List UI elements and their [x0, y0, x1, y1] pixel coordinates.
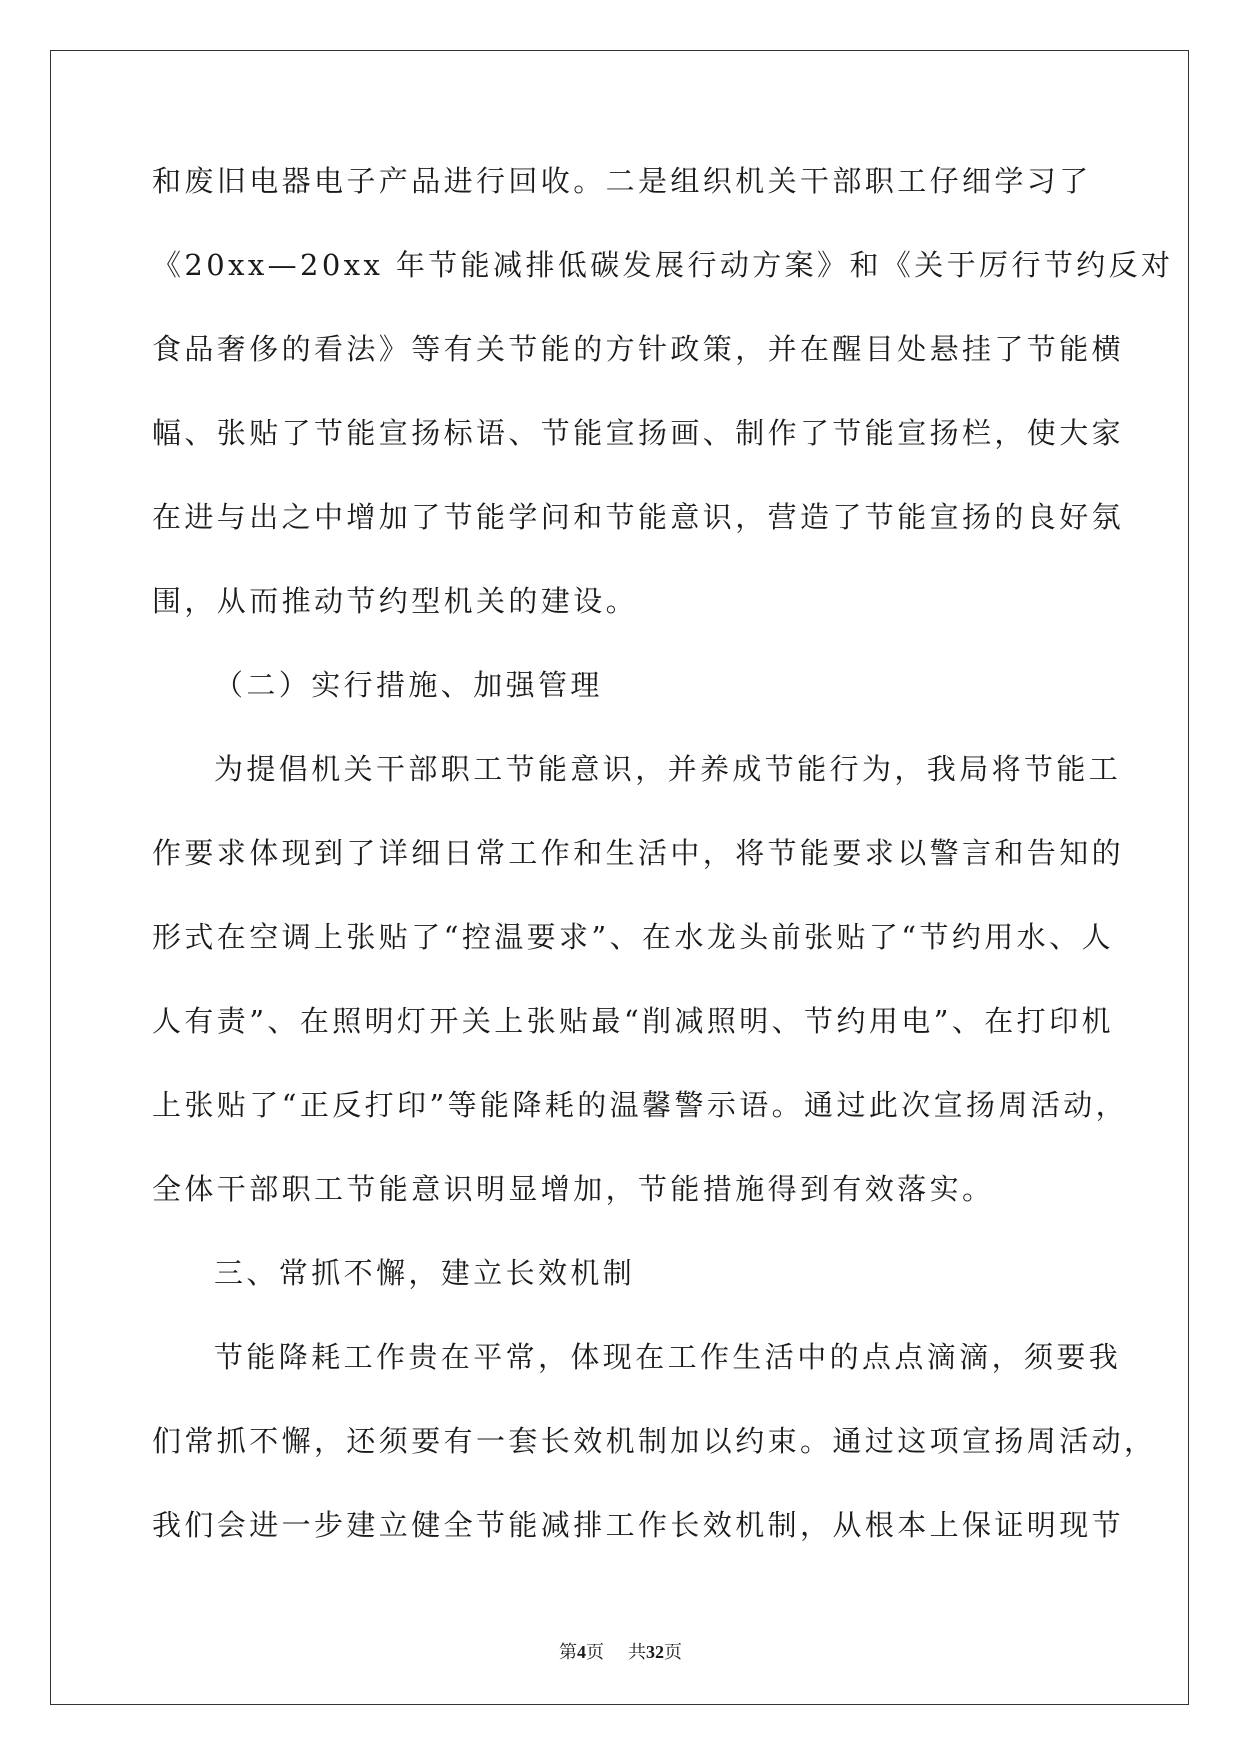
text-line: 人有责”、在照明灯开关上张贴最“削减照明、节约用电”、在打印机: [152, 1004, 1114, 1038]
text-line: 和废旧电器电子产品进行回收。二是组织机关干部职工仔细学习了: [152, 164, 1092, 198]
document-body: [152, 163, 1174, 1591]
page-number: 4: [577, 1642, 586, 1662]
page-prefix: 第: [559, 1642, 577, 1662]
total-prefix: 共: [628, 1642, 646, 1662]
page-suffix: 页: [586, 1642, 604, 1662]
text-line: 上张贴了“正反打印”等能降耗的温馨警示语。通过此次宣扬周活动，: [152, 1088, 1129, 1122]
text-line: 我们会进一步建立健全节能减排工作长效机制，从根本上保证明现节: [152, 1508, 1125, 1542]
text-line: 们常抓不懈，还须要有一套长效机制加以约束。通过这项宣扬周活动，: [152, 1424, 1157, 1458]
section-heading: （二）实行措施、加强管理: [214, 668, 603, 702]
paragraph-first-line: 为提倡机关干部职工节能意识，并养成节能行为，我局将节能工: [214, 752, 1122, 786]
text-line: 作要求体现到了详细日常工作和生活中，将节能要求以警言和告知的: [152, 836, 1125, 870]
text-line: 幅、张贴了节能宣扬标语、节能宣扬画、制作了节能宣扬栏，使大家: [152, 416, 1125, 450]
page-footer: [0, 1640, 1241, 1664]
total-pages: 32: [646, 1642, 664, 1662]
text-line: 《20xx—20xx 年节能减排低碳发展行动方案》和《关于厉行节约反对: [152, 248, 1174, 282]
text-line: 在进与出之中增加了节能学问和节能意识，营造了节能宣扬的良好氛: [152, 500, 1125, 534]
text-line: 全体干部职工节能意识明显增加，节能措施得到有效落实。: [152, 1172, 995, 1206]
paragraph-first-line: 节能降耗工作贵在平常，体现在工作生活中的点点滴滴，须要我: [214, 1340, 1122, 1374]
text-line: 围，从而推动节约型机关的建设。: [152, 584, 639, 618]
text-line: 形式在空调上张贴了“控温要求”、在水龙头前张贴了“节约用水、人: [152, 920, 1114, 954]
total-suffix: 页: [664, 1642, 682, 1662]
section-heading: 三、常抓不懈，建立长效机制: [214, 1256, 636, 1290]
text-line: 食品奢侈的看法》等有关节能的方针政策，并在醒目处悬挂了节能横: [152, 332, 1125, 366]
